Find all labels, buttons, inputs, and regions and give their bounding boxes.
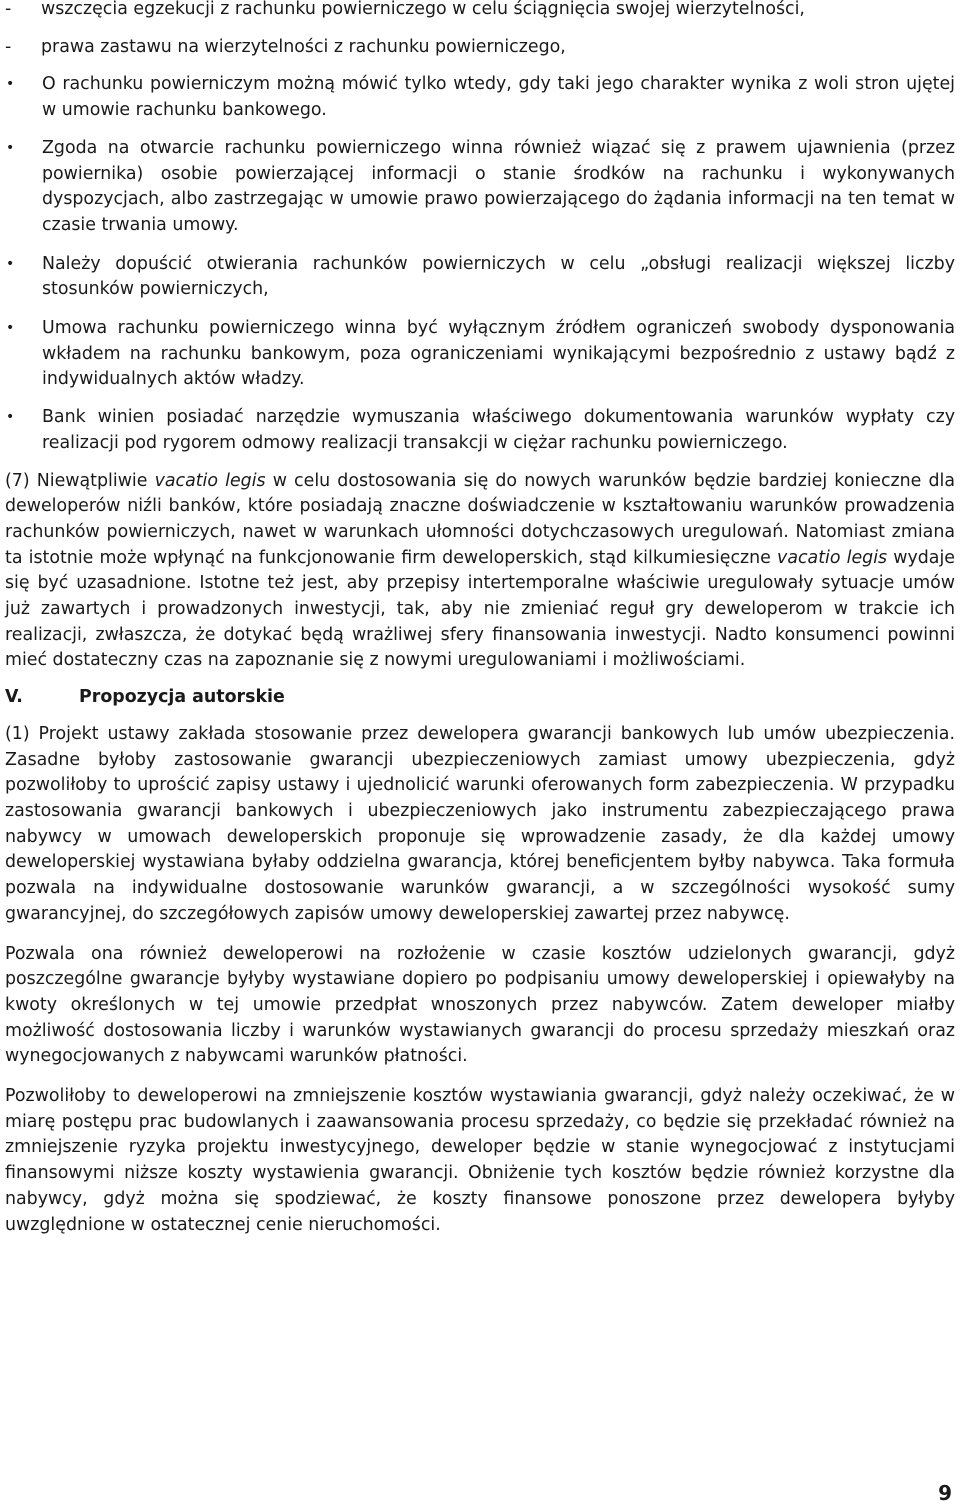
bullet-icon: • [6,139,15,156]
dash-item-text: wszczęcia egzekucji z rachunku powierniczego w celu ściągnięcia swojej wierzytelności, [41,0,805,19]
dash-marker: - [5,0,12,19]
paragraph: Pozwala ona również deweloperowi na rozłożenie w czasie kosztów udzielonych gwarancji, gdyż poszczególne gwarancje byłyby wystawiane dopiero po podpisaniu umowy deweloperskiej i opiewałyby na kwoty określonych w tej umowie przedpłat wnoszonych przez nabywców. Zatem deweloper miałby możliwość dostosowania liczby i warunków wystawianych gwarancji do procesu sprzedaży mieszkań oraz wynegocjowanych z nabywcami warunków płatności. [5,943,955,1067]
section-title: Propozycja autorskie [79,687,285,708]
bullet-item [5,136,955,239]
bullet-item [5,405,955,456]
section-number: V. [5,687,23,708]
paragraph: Pozwoliłoby to deweloperowi na zmniejszenie kosztów wystawiania gwarancji, gdyż należy oczekiwać, że w miarę postępu prac budowlanych i zaawansowania procesu sprzedaży, co będzie się przekładać również na zmniejszenie ryzyka projektu inwestycyjnego, deweloper będzie w stanie wynegocjować z instytucjami finansowymi niższe koszty wystawienia gwarancji. Obniżenie tych kosztów będzie również korzystne dla nabywcy, gdyż można się spodziewać, że koszty finansowe ponoszone przez dewelopera byłyby uwzględnione w ostatecznej cenie nieruchomości. [5,1086,955,1235]
bullet-icon: • [6,76,15,93]
paragraph: (1) Projekt ustawy zakłada stosowanie przez dewelopera gwarancji bankowych lub umów ubezpieczenia. Zasadne byłoby zastosowanie gwarancji ubezpieczeniowych zamiast umowy ubezpieczenia, gdyż pozwoliłoby to uprościć zapisy ustawy i ujednolicić warunki oferowanych form zabezpieczenia. W przypadku zastosowania gwarancji bankowych i ubezpieczeniowych jako instrumentu zabezpieczającego prawa nabywcy w umowach deweloperskich proponuje się wprowadzenie zasady, że dla każdej umowy deweloperskiej wystawiana byłaby oddzielna gwarancja, której beneficjentem byłby nabywca. Taka formuła pozwala na indywidualne dostosowanie warunków gwarancji, a w szczególności wysokość sumy gwarancyjnej, do szczegółowych zapisów umowy deweloperskiej zawartej przez nabywcę. [5,723,955,924]
document-page [5,0,955,1238]
bullet-text: Należy dopuścić otwierania rachunków powierniczych w celu „obsługi realizacji większej liczby stosunków powierniczych, [42,253,955,300]
paragraph-7 [5,469,955,675]
bullet-icon: • [6,320,15,337]
dash-marker: - [5,36,12,57]
bullet-icon: • [6,409,15,426]
bullet-item [5,316,955,393]
page-number: 9 [938,1481,952,1505]
bullet-text: O rachunku powierniczym możną mówić tylko wtedy, gdy taki jego charakter wynika z woli stron ujętej w umowie rachunku bankowego. [42,74,955,121]
dash-list-item [5,0,955,23]
section-heading [5,685,955,711]
italic-term: vacatio legis [777,547,888,568]
dash-item-text: prawa zastawu na wierzytelności z rachunku powierniczego, [41,36,566,57]
bullet-item [5,252,955,303]
paragraph-text: w celu dostosowania się do nowych warunków będzie bardziej konieczne dla deweloperów niźli banków, które posiadają znaczne doświadczenie w kształtowaniu warunków prowadzenia rachunków powierniczych, nawet w warunkach ułomności dotychczasowych uregulowań. Natomiast zmiana ta istotnie może wpłynąć na funkcjonowanie firm deweloperskich, stąd kilkumiesięczne [5,470,955,568]
bullet-text: Zgoda na otwarcie rachunku powierniczego winna również wiązać się z prawem ujawnienia (przez powiernika) osobie powierzającej informacji o stanie środków na rachunku i wykonywanych dyspozycjach, albo zastrzegając w umowie prawo powierzającego do żądania informacji na ten temat w czasie trwania umowy. [42,137,955,235]
bullet-icon: • [6,255,15,272]
bullet-text: Bank winien posiadać narzędzie wymuszania właściwego dokumentowania warunków wypłaty czy realizacji pod rygorem odmowy realizacji transakcji w ciężar rachunku powierniczego. [42,407,955,453]
italic-term: vacatio legis [154,470,266,491]
bullet-item [5,72,955,123]
paragraph-text: wydaje się być uzasadnione. Istotne też jest, aby przepisy intertemporalne właściwie uregulowały sytuacje umów już zawartych i prowadzonych inwestycji, tak, aby nie zmieniać reguł gry deweloperom w trakcie ich realizacji, zwłaszcza, że dotykać będą wrażliwej sfery finansowania inwestycji. Nadto konsumenci powinni mieć dostateczny czas na zapoznanie się z nowymi uregulowaniami i możliwościami. [5,547,955,671]
bullet-text: Umowa rachunku powierniczego winna być wyłącznym źródłem ograniczeń swobody dysponowania wkładem na rachunku bankowym, poza ograniczeniami wynikającymi bezpośrednio z ustawy bądź z indywidualnych aktów władzy. [42,318,955,390]
dash-list-item [5,35,955,61]
paragraph-text: (7) Niewątpliwie [5,470,155,491]
